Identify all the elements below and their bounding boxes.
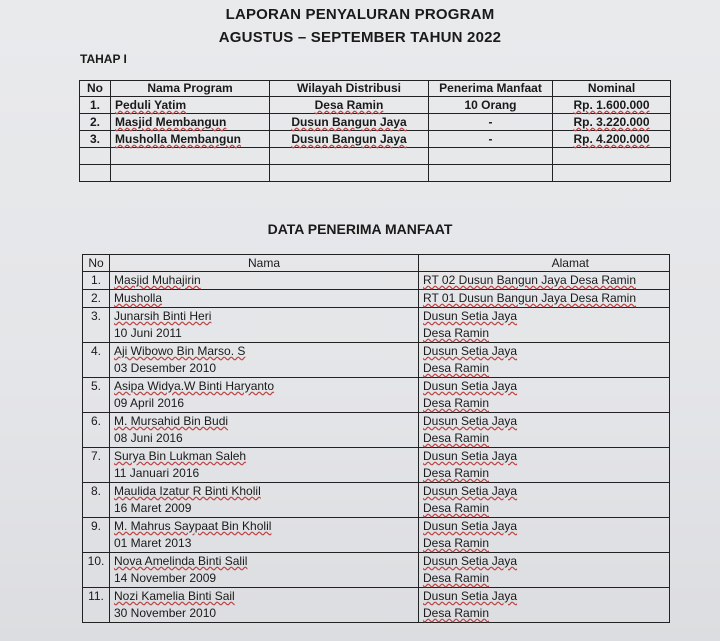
recipient-no: 6.: [83, 413, 110, 448]
program-program-text: Peduli Yatim: [115, 98, 187, 112]
program-cell-program: [111, 97, 270, 114]
recipient-name-cell: [110, 343, 419, 378]
col-nama: Nama: [110, 255, 419, 272]
recipient-name-cell: [110, 290, 419, 308]
recipient-no: 9.: [83, 518, 110, 553]
col-program: Nama Program: [111, 81, 270, 97]
recipient-address-cell: [419, 343, 670, 378]
report-title: LAPORAN PENYALURAN PROGRAM: [225, 6, 495, 23]
recipient-row: [83, 272, 670, 290]
recipient-row: [83, 518, 670, 553]
report-period: AGUSTUS – SEPTEMBER TAHUN 2022: [218, 29, 502, 46]
program-penerima-text: -: [488, 115, 493, 129]
recipient-birthdate: 30 November 2010: [114, 606, 217, 620]
recipient-name-cell: [110, 483, 419, 518]
recipient-birthdate: 16 Maret 2009: [114, 501, 192, 515]
program-cell-nominal: [553, 131, 671, 148]
recipient-name: Asipa Widya.W Binti Haryanto: [114, 379, 275, 393]
recipient-name-cell: [110, 308, 419, 343]
program-cell-program: [111, 165, 270, 182]
recipient-name: M. Mursahid Bin Budi: [114, 414, 229, 428]
program-row: [80, 114, 671, 131]
recipient-address-cell: [419, 272, 670, 290]
recipient-name: Masjid Muhajirin: [114, 273, 201, 287]
program-cell-penerima: [429, 131, 553, 148]
program-cell-wilayah: [270, 148, 429, 165]
recipient-no: 11.: [83, 588, 110, 623]
recipient-name: Surya Bin Lukman Saleh: [114, 449, 247, 463]
recipient-name-cell: [110, 378, 419, 413]
recipient-address: Dusun Setia Jaya: [423, 309, 518, 323]
recipient-address: Dusun Setia Jaya: [423, 484, 518, 498]
program-cell-wilayah: [270, 114, 429, 131]
program-cell-nominal: [553, 165, 671, 182]
col-no: No: [80, 81, 111, 97]
recipient-address: Dusun Setia Jaya: [423, 519, 518, 533]
recipient-name: Junarsih Binti Heri: [114, 309, 212, 323]
recipient-no: 10.: [83, 553, 110, 588]
program-cell-program: [111, 114, 270, 131]
program-row: [80, 131, 671, 148]
program-wilayah-text: Desa Ramin: [314, 98, 384, 112]
program-cell-no: [80, 97, 111, 114]
recipient-row: [83, 308, 670, 343]
recipient-village: Desa Ramin: [423, 571, 490, 585]
program-penerima-text: 10 Orang: [464, 98, 517, 112]
recipient-address-cell: [419, 588, 670, 623]
program-cell-penerima: [429, 114, 553, 131]
program-cell-no: [80, 148, 111, 165]
recipient-address-cell: [419, 413, 670, 448]
program-cell-no: [80, 165, 111, 182]
program-row-empty: [80, 148, 671, 165]
col-nominal: Nominal: [553, 81, 671, 97]
program-no-text: 1.: [89, 98, 100, 112]
recipient-row: [83, 413, 670, 448]
recipient-address: RT 01 Dusun Bangun Jaya Desa Ramin: [423, 291, 637, 305]
recipient-address-cell: [419, 518, 670, 553]
program-no-text: 2.: [89, 115, 100, 129]
recipient-name-cell: [110, 272, 419, 290]
recipient-birthdate: 03 Desember 2010: [114, 361, 217, 375]
program-no-text: 3.: [89, 132, 100, 146]
program-program-text: Musholla Membangun: [115, 132, 241, 146]
program-program-text: Masjid Membangun: [115, 115, 227, 129]
recipient-address: Dusun Setia Jaya: [423, 414, 518, 428]
recipient-name-cell: [110, 553, 419, 588]
program-penerima-text: -: [488, 132, 493, 146]
recipient-address-cell: [419, 290, 670, 308]
program-cell-program: [111, 148, 270, 165]
recipient-village: Desa Ramin: [423, 606, 490, 620]
program-cell-wilayah: [270, 131, 429, 148]
recipient-address: Dusun Setia Jaya: [423, 379, 518, 393]
program-cell-nominal: [553, 148, 671, 165]
recipient-village: Desa Ramin: [423, 536, 490, 550]
recipients-title: DATA PENERIMA MANFAAT: [267, 221, 453, 237]
recipient-name-cell: [110, 413, 419, 448]
recipient-name: Nozi Kamelia Binti Sail: [114, 589, 235, 603]
recipient-row: [83, 588, 670, 623]
recipient-address-cell: [419, 448, 670, 483]
program-nominal-text: Rp. 3.220.000: [573, 115, 650, 129]
recipient-birthdate: 11 Januari 2016: [114, 466, 200, 480]
col-no: No: [83, 255, 110, 272]
recipient-name: Nova Amelinda Binti Salil: [114, 554, 248, 568]
program-nominal-text: Rp. 1.600.000: [573, 98, 650, 112]
recipient-address: RT 02 Dusun Bangun Jaya Desa Ramin: [423, 273, 637, 287]
recipient-name: M. Mahrus Saypaat Bin Kholil: [114, 519, 272, 533]
program-row: [80, 97, 671, 114]
program-wilayah-text: Dusun Bangun Jaya: [291, 115, 407, 129]
recipient-no: 5.: [83, 378, 110, 413]
recipients-table: [82, 254, 670, 623]
recipient-address-cell: [419, 553, 670, 588]
recipient-name-cell: [110, 448, 419, 483]
recipient-birthdate: 10 Juni 2011: [114, 326, 182, 340]
program-cell-penerima: [429, 97, 553, 114]
recipients-table-header: [83, 255, 670, 272]
recipient-no: 1.: [83, 272, 110, 290]
recipient-name-cell: [110, 518, 419, 553]
recipient-address-cell: [419, 378, 670, 413]
recipient-birthdate: 08 Juni 2016: [114, 431, 183, 445]
recipient-no: 8.: [83, 483, 110, 518]
stage-label: TAHAP I: [80, 52, 127, 66]
recipient-row: [83, 448, 670, 483]
program-cell-wilayah: [270, 97, 429, 114]
program-wilayah-text: Dusun Bangun Jaya: [291, 132, 407, 146]
recipient-birthdate: 01 Maret 2013: [114, 536, 192, 550]
recipient-no: 4.: [83, 343, 110, 378]
recipient-no: 7.: [83, 448, 110, 483]
recipient-birthdate: 14 November 2009: [114, 571, 217, 585]
recipient-name-cell: [110, 588, 419, 623]
recipient-row: [83, 483, 670, 518]
recipient-row: [83, 553, 670, 588]
recipient-address-cell: [419, 308, 670, 343]
program-cell-no: [80, 114, 111, 131]
recipient-address: Dusun Setia Jaya: [423, 449, 518, 463]
recipient-name: Aji Wibowo Bin Marso. S: [114, 344, 246, 358]
program-table: [79, 80, 671, 182]
col-alamat: Alamat: [419, 255, 670, 272]
program-row-empty: [80, 165, 671, 182]
recipient-no: 2.: [83, 290, 110, 308]
recipient-village: Desa Ramin: [423, 501, 490, 515]
recipient-village: Desa Ramin: [423, 326, 490, 340]
program-cell-wilayah: [270, 165, 429, 182]
program-cell-nominal: [553, 114, 671, 131]
col-wilayah: Wilayah Distribusi: [270, 81, 429, 97]
col-penerima: Penerima Manfaat: [429, 81, 553, 97]
recipient-address: Dusun Setia Jaya: [423, 344, 518, 358]
recipient-row: [83, 290, 670, 308]
recipient-address: Dusun Setia Jaya: [423, 589, 518, 603]
program-cell-penerima: [429, 165, 553, 182]
recipient-village: Desa Ramin: [423, 361, 490, 375]
program-cell-program: [111, 131, 270, 148]
recipient-address: Dusun Setia Jaya: [423, 554, 518, 568]
recipient-no: 3.: [83, 308, 110, 343]
recipient-village: Desa Ramin: [423, 396, 490, 410]
program-cell-nominal: [553, 97, 671, 114]
recipient-village: Desa Ramin: [423, 431, 490, 445]
program-table-header: [80, 81, 671, 97]
program-cell-penerima: [429, 148, 553, 165]
recipient-name: Maulida Izatur R Binti Kholil: [114, 484, 261, 498]
recipient-village: Desa Ramin: [423, 466, 490, 480]
recipient-birthdate: 09 April 2016: [114, 396, 185, 410]
recipient-row: [83, 378, 670, 413]
recipient-address-cell: [419, 483, 670, 518]
recipient-row: [83, 343, 670, 378]
recipient-name: Musholla: [114, 291, 163, 305]
program-cell-no: [80, 131, 111, 148]
program-nominal-text: Rp. 4.200.000: [573, 132, 650, 146]
